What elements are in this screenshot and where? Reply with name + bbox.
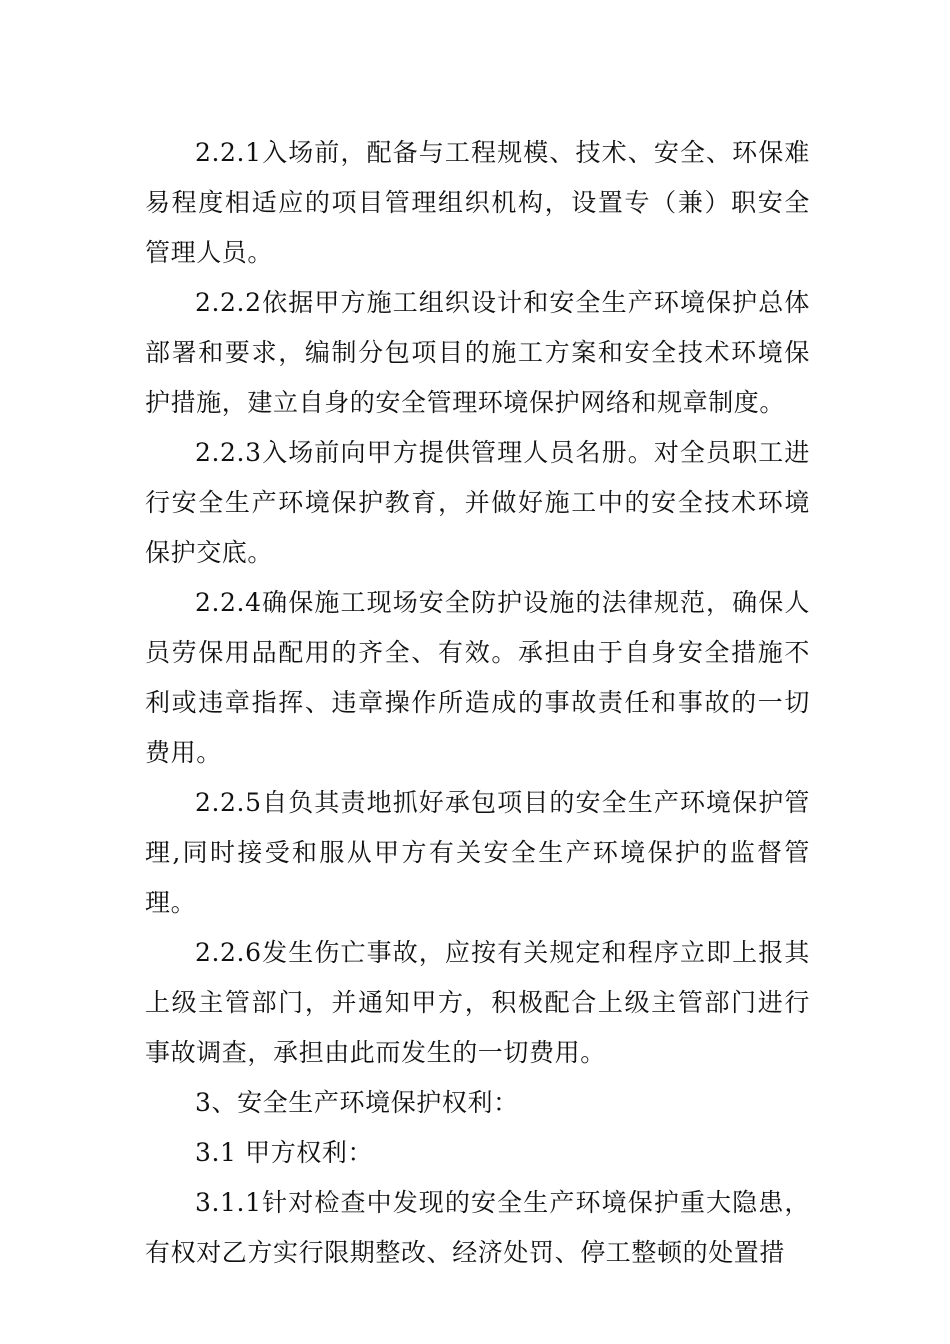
paragraph-2-2-4: 2.2.4确保施工现场安全防护设施的法律规范，确保人员劳保用品配用的齐全、有效。承担由于自身安全措施不利或违章指挥、违章操作所造成的事故责任和事故的一切费用。 bbox=[145, 588, 810, 767]
paragraph-2-2-1: 2.2.1入场前，配备与工程规模、技术、安全、环保难易程度相适应的项目管理组织机构，设置专（兼）职安全管理人员。 bbox=[145, 138, 810, 267]
section-heading-3: 3、安全生产环境保护权利： bbox=[195, 1088, 519, 1117]
paragraph-2-2-6: 2.2.6发生伤亡事故，应按有关规定和程序立即上报其上级主管部门，并通知甲方，积极配合上级主管部门进行事故调查，承担由此而发生的一切费用。 bbox=[145, 938, 810, 1067]
paragraph-2-2-5: 2.2.5自负其责地抓好承包项目的安全生产环境保护管理,同时接受和服从甲方有关安全生产环境保护的监督管理。 bbox=[145, 788, 810, 917]
paragraph-2-2-2: 2.2.2依据甲方施工组织设计和安全生产环境保护总体部署和要求，编制分包项目的施工方案和安全技术环境保护措施，建立自身的安全管理环境保护网络和规章制度。 bbox=[145, 288, 810, 417]
paragraph-3-1-1: 3.1.1针对检查中发现的安全生产环境保护重大隐患，有权对乙方实行限期整改、经济处罚、停工整顿的处置措 bbox=[145, 1188, 810, 1267]
document-body bbox=[145, 128, 810, 1278]
subsection-heading-3-1: 3.1 甲方权利： bbox=[195, 1138, 374, 1167]
paragraph-2-2-3: 2.2.3入场前向甲方提供管理人员名册。对全员职工进行安全生产环境保护教育，并做好施工中的安全技术环境保护交底。 bbox=[145, 438, 810, 567]
